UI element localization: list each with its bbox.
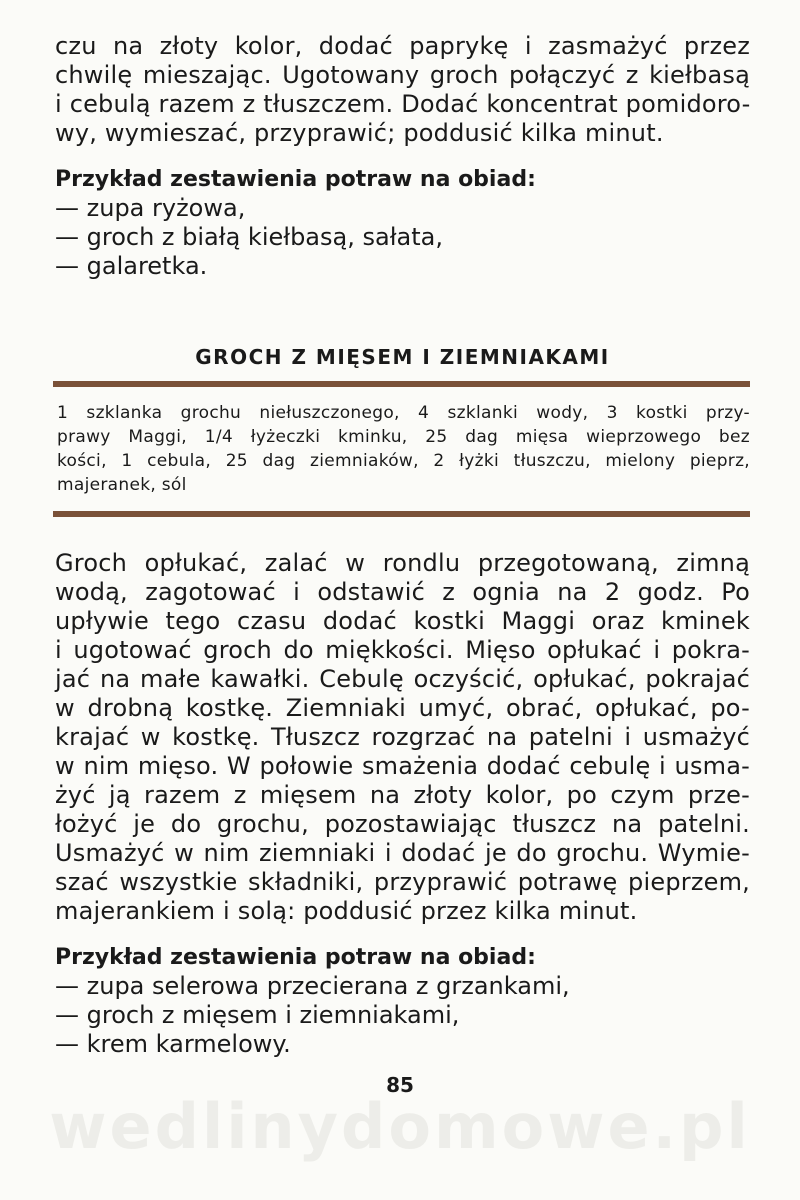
text-line: majeranek, sól (57, 475, 187, 495)
text-line: wodą, zagotować i odstawić z ognia na 2 godz. Po (55, 578, 750, 606)
divider-rule (53, 511, 750, 517)
page-content (55, 32, 750, 1059)
text-line: żyć ją razem z mięsem na złoty kolor, po czym prze- (55, 781, 750, 809)
menu-heading: Przykład zestawienia potraw na obiad: (55, 945, 536, 970)
text-line: w drobną kostkę. Ziemniaki umyć, obrać, opłukać, po- (55, 694, 750, 722)
menu-item: — zupa ryżowa, (55, 194, 246, 222)
menu-item: — groch z białą kiełbasą, sałata, (55, 223, 443, 251)
text-line: wy, wymieszać, przyprawić; poddusić kilka minut. (55, 119, 664, 147)
text-line: 1 szklanka grochu niełuszczonego, 4 szklanki wody, 3 kostki przy- (57, 403, 750, 423)
watermark: wedlinydomowe.pl (49, 1090, 751, 1163)
menu-item: — groch z mięsem i ziemniakami, (55, 1001, 460, 1029)
ingredients-list (55, 401, 750, 497)
menu-item: — galaretka. (55, 252, 208, 280)
menu-heading: Przykład zestawienia potraw na obiad: (55, 167, 536, 192)
text-line: majerankiem i solą: poddusić przez kilka minut. (55, 897, 638, 925)
text-line: w nim mięso. W połowie smażenia dodać cebulę i usma- (55, 752, 750, 780)
menu-list (55, 972, 750, 1059)
text-line: krajać w kostkę. Tłuszcz rozgrzać na patelni i usmażyć (55, 723, 750, 751)
text-line: łożyć je do grochu, pozostawiając tłuszcz na patelni. (55, 810, 750, 838)
text-line: chwilę mieszając. Ugotowany groch połączyć z kiełbasą (55, 61, 750, 89)
page-number: 85 (386, 1073, 414, 1097)
text-line: Groch opłukać, zalać w rondlu przegotowaną, zimną (55, 549, 750, 577)
instructions-paragraph (55, 549, 750, 926)
text-line: szać wszystkie składniki, przyprawić potrawę pieprzem, (55, 868, 750, 896)
menu-item: — krem karmelowy. (55, 1030, 291, 1058)
menu-item: — zupa selerowa przecierana z grzankami, (55, 972, 570, 1000)
divider-rule (53, 381, 750, 387)
text-line: Usmażyć w nim ziemniaki i dodać je do grochu. Wymie- (55, 839, 750, 867)
text-line: i cebulą razem z tłuszczem. Dodać koncentrat pomidoro- (55, 90, 751, 118)
text-line: i ugotować groch do miękkości. Mięso opłukać i pokra- (55, 636, 750, 664)
text-line: prawy Maggi, 1/4 łyżeczki kminku, 25 dag mięsa wieprzowego bez (57, 427, 750, 447)
recipe-title: GROCH Z MIĘSEM I ZIEMNIAKAMI (195, 345, 610, 369)
intro-paragraph (55, 32, 750, 148)
text-line: czu na złoty kolor, dodać paprykę i zasmażyć przez (55, 32, 750, 60)
text-line: kości, 1 cebula, 25 dag ziemniaków, 2 łyżki tłuszczu, mielony pieprz, (57, 451, 750, 471)
text-line: upływie tego czasu dodać kostki Maggi oraz kminek (55, 607, 750, 635)
menu-list (55, 194, 750, 281)
text-line: jać na małe kawałki. Cebulę oczyścić, opłukać, pokrajać (55, 665, 750, 693)
